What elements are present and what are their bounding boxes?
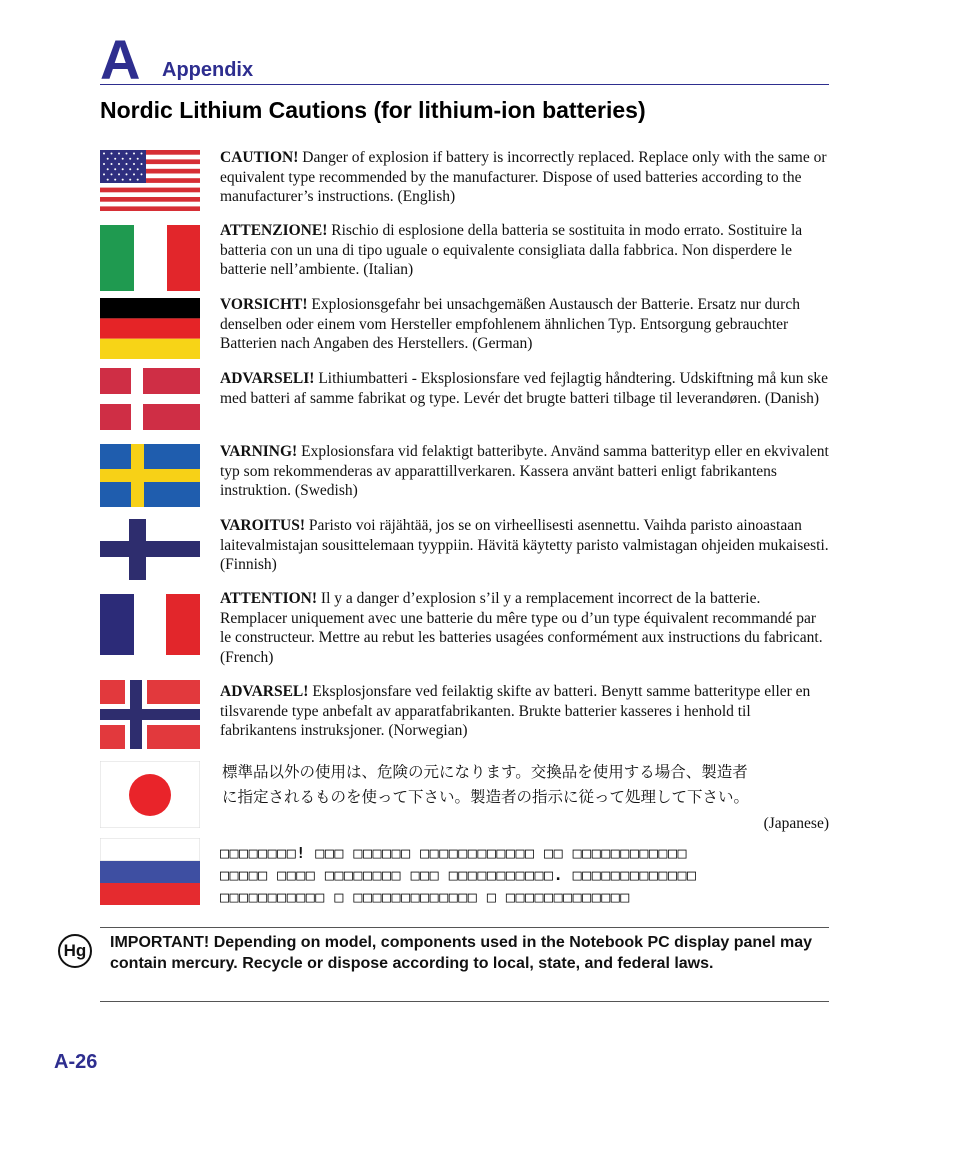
- caution-lead: CAUTION!: [220, 149, 299, 166]
- caution-swedish: [220, 442, 830, 501]
- header-divider: [100, 84, 829, 85]
- caution-text: Explosionsgefahr bei unsachgemäßen Austausch der Batterie. Ersatz nur durch denselben oder einem vom Hersteller empfohlenem ähnlichen Typ. Entsorgung gebrauchter Batterien nach Angaben des Herstellers. (German): [220, 296, 800, 352]
- caution-japanese: [222, 760, 830, 810]
- caution-text: Eksplosjonsfare ved feilaktig skifte av batteri. Benytt samme batteritype eller en tilsvarende type anbefalt av apparatfabrikanten. Brukte batterier kasseres i henhold til fabrikantens instruksjoner. (Norwegian): [220, 683, 811, 739]
- russian-line-1: □□□□□□□□! □□□ □□□□□□ □□□□□□□□□□□□ □□ □□□□□□□□□□□□: [220, 844, 688, 862]
- caution-lead: ATTENTION!: [220, 590, 318, 607]
- norway-flag-icon: [100, 680, 200, 749]
- russian-line-2: □□□□□ □□□□ □□□□□□□□ □□□ □□□□□□□□□□□. □□□□□□□□□□□□□: [220, 866, 697, 884]
- note-bottom-divider: [100, 1001, 829, 1002]
- russia-flag-icon: [100, 838, 200, 905]
- caution-english: [220, 148, 830, 207]
- russian-line-3: □□□□□□□□□□□ □ □□□□□□□□□□□□□ □ □□□□□□□□□□□□□: [220, 888, 630, 906]
- japanese-language-tag: (Japanese): [763, 815, 829, 832]
- note-top-divider: [100, 927, 829, 928]
- mercury-note: IMPORTANT! Depending on model, components used in the Notebook PC display panel may contain mercury. Recycle or dispose according to local, state, and federal laws.: [110, 934, 812, 972]
- italy-flag-icon: [100, 225, 200, 291]
- caution-text: Danger of explosion if battery is incorrectly replaced. Replace only with the same or equivalent type recommended by the manufacturer. Dispose of used batteries according to the manufacturer’s instructions. (English): [220, 149, 827, 205]
- finland-flag-icon: [100, 519, 200, 580]
- page-number: A-26: [54, 1051, 98, 1073]
- caution-italian: [220, 221, 830, 280]
- caution-text: Il y a danger d’explosion s’il y a remplacement incorrect de la batterie. Remplacer uniquement avec une batterie du mêre type ou d’un type équivalent recommandé par le constructeur. Mettre au rebut les batteries usagées conformément aux instructions du fabricant. (French): [220, 590, 823, 666]
- sweden-flag-icon: [100, 444, 200, 507]
- caution-text: Lithiumbatteri - Eksplosionsfare ved fejlagtig håndtering. Udskiftning må kun ske med batteri af samme fabrikat og type. Levér det brugte batteri tilbage til leverandøren. (Danish): [220, 370, 829, 407]
- japanese-line-1: 標準品以外の使用は、危険の元になります。交換品を使用する場合、製造者: [222, 763, 748, 781]
- denmark-flag-icon: [100, 368, 200, 430]
- caution-danish: [220, 369, 830, 408]
- caution-lead: VORSICHT!: [220, 296, 308, 313]
- mercury-hg-icon: Hg: [58, 934, 92, 968]
- caution-lead: ADVARSEL!: [220, 683, 309, 700]
- caution-lead: ADVARSELI!: [220, 370, 315, 387]
- caution-russian: [220, 842, 830, 908]
- caution-lead: VAROITUS!: [220, 517, 305, 534]
- caution-lead: ATTENZIONE!: [220, 222, 328, 239]
- france-flag-icon: [100, 594, 200, 655]
- chapter-letter: A: [100, 28, 141, 91]
- usa-flag-icon: [100, 150, 200, 211]
- caution-norwegian: [220, 682, 830, 741]
- germany-flag-icon: [100, 298, 200, 359]
- caution-lead: VARNING!: [220, 443, 298, 460]
- page-title: Nordic Lithium Cautions (for lithium-ion batteries): [100, 97, 646, 123]
- caution-text: Explosionsfara vid felaktigt batteribyte. Använd samma batterityp eller en ekvivalent typ som rekommenderas av apparattillverkaren. Kassera använt batteri enligt fabrikantens instruktion. (Swedish): [220, 443, 829, 499]
- caution-text: Rischio di esplosione della batteria se sostituita in modo errato. Sostituire la batteria con un una di tipo uguale o equivalente consigliata dalla fabbrica. Non disperdere le batterie nell’ambiente. (Italian): [220, 222, 803, 278]
- caution-text: Paristo voi räjähtää, jos se on virheellisesti asennettu. Vaihda paristo ainoastaan laitevalmistajan sousittelemaan tyyppiin. Hävitä käytetty paristo valmistagan ohjeiden mukaisesti. (Finnish): [220, 517, 829, 573]
- caution-german: [220, 295, 830, 354]
- caution-french: [220, 589, 830, 667]
- section-title: Appendix: [162, 59, 254, 81]
- japan-flag-icon: [100, 761, 200, 828]
- japanese-line-2: に指定されるものを使って下さい。製造者の指示に従って処理して下さい。: [222, 788, 750, 806]
- caution-finnish: [220, 516, 830, 575]
